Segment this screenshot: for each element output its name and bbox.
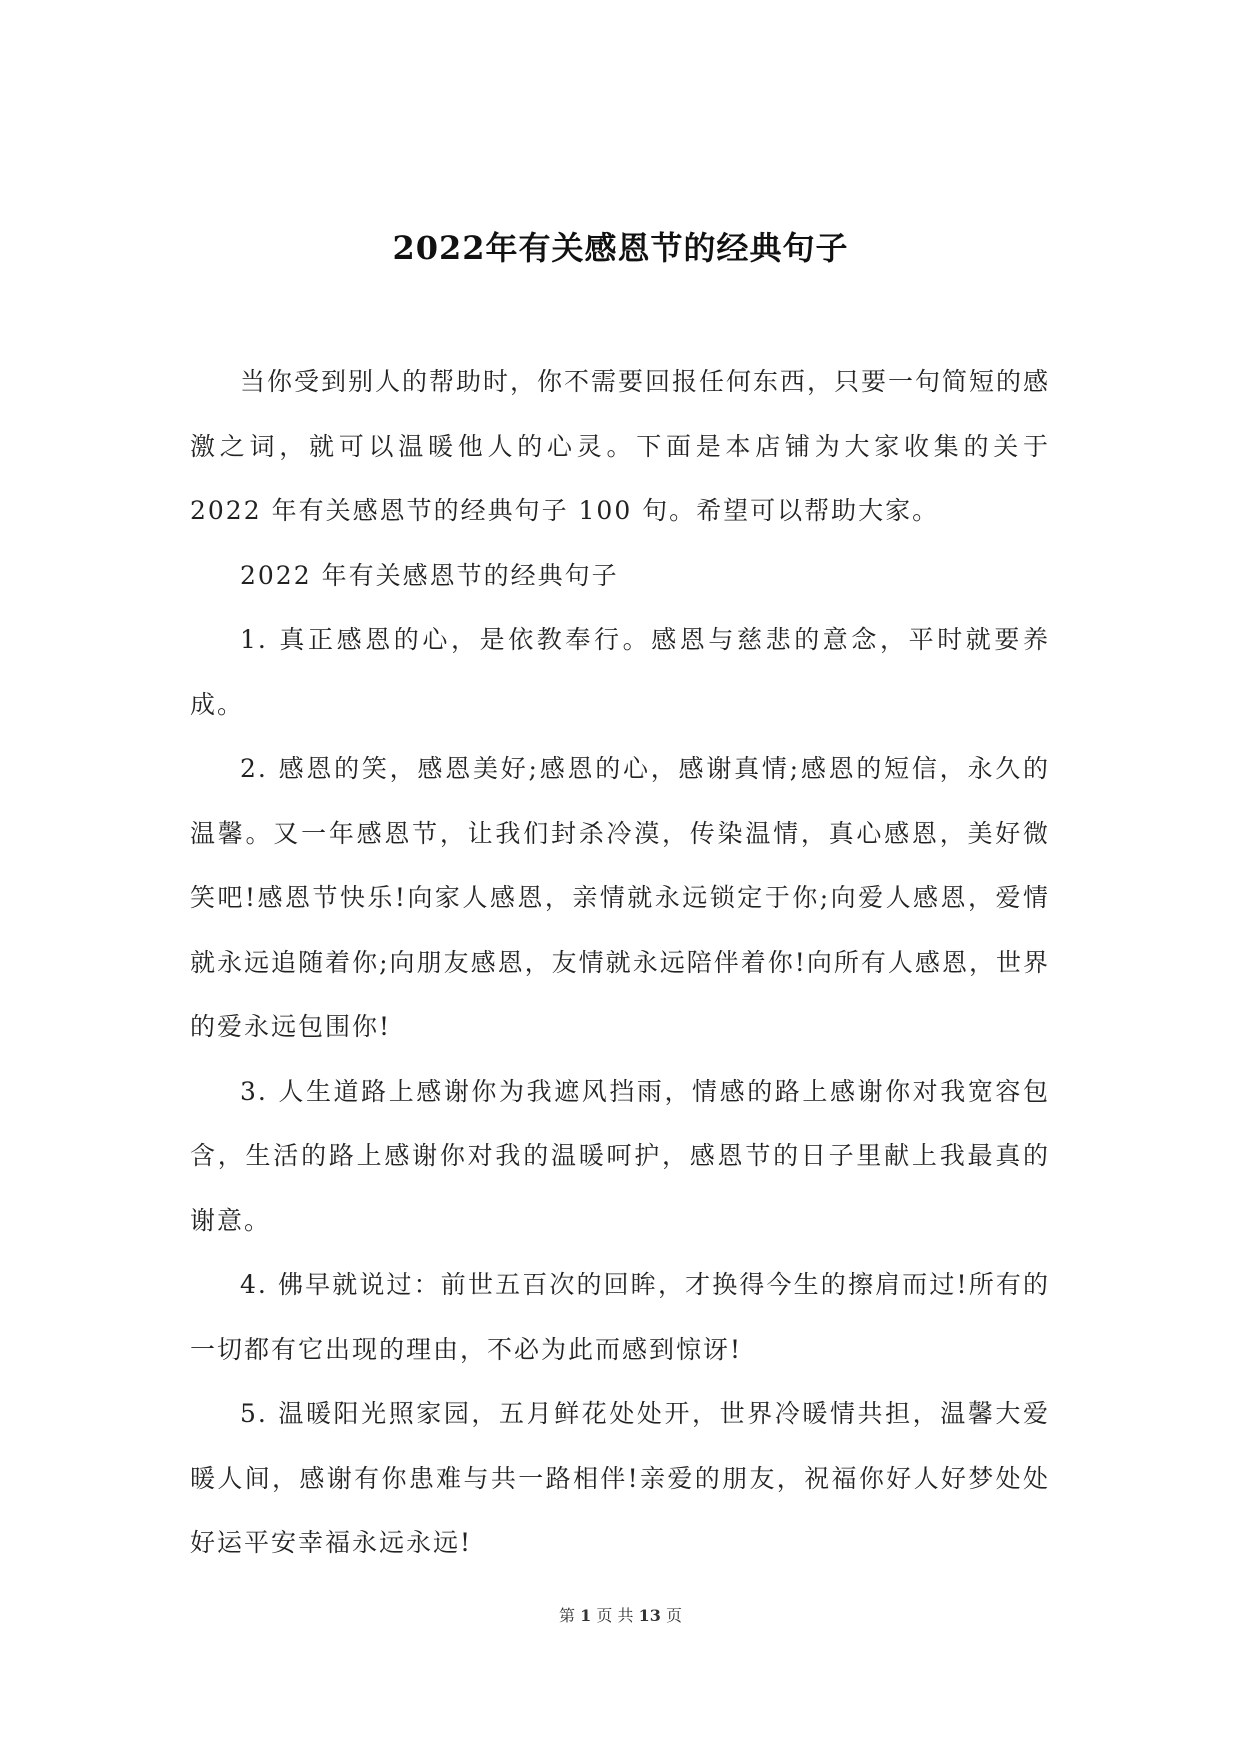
- document-body: [190, 350, 1050, 1576]
- intro-paragraph: 当你受到别人的帮助时，你不需要回报任何东西，只要一句简短的感激之词，就可以温暖他人的心灵。下面是本店铺为大家收集的关于 2022 年有关感恩节的经典句子 100 句。希望可以帮助大家。: [190, 367, 1051, 525]
- current-page-number: 1: [580, 1606, 592, 1625]
- sentence-item-4: 4. 佛早就说过：前世五百次的回眸，才换得今生的擦肩而过!所有的一切都有它出现的理由，不必为此而感到惊讶!: [190, 1270, 1050, 1364]
- total-page-count: 13: [638, 1606, 661, 1625]
- section-heading: 2022 年有关感恩节的经典句子: [240, 560, 619, 590]
- sentence-item-1: 1. 真正感恩的心，是依教奉行。感恩与慈悲的意念，平时就要养成。: [190, 625, 1050, 719]
- footer-middle: 页 共: [596, 1606, 634, 1625]
- page-footer: [0, 1604, 1241, 1628]
- document-title: 2022年有关感恩节的经典句子: [392, 229, 849, 267]
- sentence-item-3: 3. 人生道路上感谢你为我遮风挡雨，情感的路上感谢你对我宽容包含，生活的路上感谢你对我的温暖呵护，感恩节的日子里献上我最真的谢意。: [190, 1076, 1050, 1235]
- footer-prefix: 第: [559, 1606, 576, 1625]
- footer-suffix: 页: [665, 1606, 682, 1625]
- sentence-item-2: 2. 感恩的笑，感恩美好;感恩的心，感谢真情;感恩的短信，永久的温馨。又一年感恩节，让我们封杀冷漠，传染温情，真心感恩，美好微笑吧!感恩节快乐!向家人感恩，亲情就永远锁定于你;向爱人感恩，爱情就永远追随着你;向朋友感恩，友情就永远陪伴着你!向所有人感恩，世界的爱永远包围你!: [190, 754, 1050, 1041]
- sentence-item-5: 5. 温暖阳光照家园，五月鲜花处处开，世界冷暖情共担，温馨大爱暖人间，感谢有你患难与共一路相伴!亲爱的朋友，祝福你好人好梦处处好运平安幸福永远永远!: [190, 1399, 1050, 1557]
